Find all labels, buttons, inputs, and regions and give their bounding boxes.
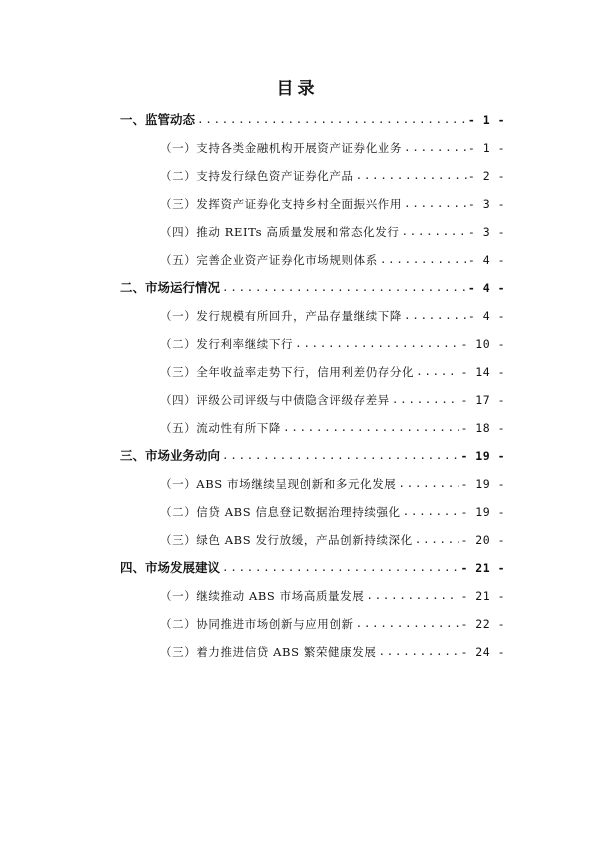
toc-subsection-2-1[interactable] — [160, 306, 505, 326]
toc-section-4[interactable] — [120, 558, 505, 578]
toc-entry-label: （二）发行利率继续下行 — [160, 337, 294, 351]
toc-entry-label: （一）发行规模有所回升，产品存量继续下降 — [160, 309, 402, 323]
toc-entry-label: 二、市场运行情况 — [120, 280, 221, 295]
dot-leader — [222, 446, 459, 466]
toc-page-number: - 17 - — [460, 393, 505, 407]
toc-page-number: - 14 - — [460, 365, 505, 379]
toc-subsection-4-3[interactable] — [160, 642, 505, 662]
toc-subsection-1-1[interactable] — [160, 138, 505, 158]
toc-page-number: - 1 - — [467, 113, 505, 127]
dot-leader — [392, 390, 460, 410]
toc-subsection-4-1[interactable] — [160, 586, 505, 606]
toc-entry-label: （二）支持发行绿色资产证券化产品 — [160, 169, 354, 183]
toc-page-number: - 10 - — [460, 337, 505, 351]
toc-subsection-2-3[interactable] — [160, 362, 505, 382]
toc-entry-label: （一）ABS 市场继续呈现创新和多元化发展 — [160, 477, 397, 491]
toc-page-number: - 20 - — [460, 533, 505, 547]
dot-leader — [283, 418, 459, 438]
dot-leader — [197, 110, 467, 130]
toc-entry-label: （三）全年收益率走势下行，信用利差仍存分化 — [160, 365, 415, 379]
toc-entry-label: 一、监管动态 — [120, 112, 196, 127]
dot-leader — [380, 250, 467, 270]
toc-entry-label: （一）继续推动 ABS 市场高质量发展 — [160, 589, 365, 603]
toc-page-number: - 21 - — [460, 589, 505, 603]
toc-page-number: - 22 - — [460, 617, 505, 631]
toc-page-number: - 18 - — [460, 421, 505, 435]
toc-page-number: - 19 - — [460, 449, 505, 463]
toc-entry-label: （四）推动 REITs 高质量发展和常态化发行 — [160, 225, 400, 239]
dot-leader — [401, 222, 466, 242]
dot-leader — [378, 642, 459, 662]
dot-leader — [404, 306, 467, 326]
toc-page-number: - 19 - — [460, 505, 505, 519]
dot-leader — [416, 362, 459, 382]
toc-entry-label: 四、市场发展建议 — [120, 560, 221, 575]
dot-leader — [222, 278, 467, 298]
toc-subsection-2-4[interactable] — [160, 390, 505, 410]
toc-subsection-1-5[interactable] — [160, 250, 505, 270]
toc-page-number: - 19 - — [460, 477, 505, 491]
toc-page-number: - 4 - — [467, 309, 505, 323]
toc-entry-label: （一）支持各类金融机构开展资产证券化业务 — [160, 141, 402, 155]
toc-page-number: - 3 - — [467, 225, 505, 239]
toc-page-number: - 21 - — [460, 561, 505, 575]
dot-leader — [356, 614, 460, 634]
toc-entry-label: （五）流动性有所下降 — [160, 421, 281, 435]
toc-page-number: - 2 - — [467, 169, 505, 183]
toc-page-number: - 3 - — [467, 197, 505, 211]
toc-page-number: - 24 - — [460, 645, 505, 659]
dot-leader — [222, 558, 459, 578]
page-title: 目录 — [276, 79, 319, 99]
toc-page-number: - 1 - — [467, 141, 505, 155]
dot-leader — [404, 138, 467, 158]
toc-subsection-3-3[interactable] — [160, 530, 505, 550]
toc-entry-label: （五）完善企业资产证券化市场规则体系 — [160, 253, 378, 267]
toc-subsection-1-2[interactable] — [160, 166, 505, 186]
dot-leader — [415, 530, 460, 550]
toc-subsection-2-5[interactable] — [160, 418, 505, 438]
toc-entry-label: 三、市场业务动向 — [120, 448, 221, 463]
toc-entry-label: （三）绿色 ABS 发行放缓，产品创新持续深化 — [160, 533, 413, 547]
toc-subsection-1-3[interactable] — [160, 194, 505, 214]
toc-page-number: - 4 - — [467, 253, 505, 267]
toc-page-number: - 4 - — [467, 281, 505, 295]
toc-entry-label: （二）协同推进市场创新与应用创新 — [160, 617, 354, 631]
dot-leader — [403, 502, 460, 522]
dot-leader — [295, 334, 459, 354]
toc-subsection-2-2[interactable] — [160, 334, 505, 354]
dot-leader — [398, 474, 459, 494]
dot-leader — [356, 166, 467, 186]
toc-subsection-3-1[interactable] — [160, 474, 505, 494]
dot-leader — [404, 194, 467, 214]
toc-subsection-3-2[interactable] — [160, 502, 505, 522]
dot-leader — [366, 586, 459, 606]
toc-section-2[interactable] — [120, 278, 505, 298]
toc-subsection-4-2[interactable] — [160, 614, 505, 634]
toc-entry-label: （三）着力推进信贷 ABS 繁荣健康发展 — [160, 645, 377, 659]
toc-section-1[interactable] — [120, 110, 505, 130]
toc-entry-label: （四）评级公司评级与中债隐含评级存差异 — [160, 393, 390, 407]
toc-subsection-1-4[interactable] — [160, 222, 505, 242]
toc-section-3[interactable] — [120, 446, 505, 466]
toc-entry-label: （三）发挥资产证券化支持乡村全面振兴作用 — [160, 197, 402, 211]
toc-entry-label: （二）信贷 ABS 信息登记数据治理持续强化 — [160, 505, 401, 519]
